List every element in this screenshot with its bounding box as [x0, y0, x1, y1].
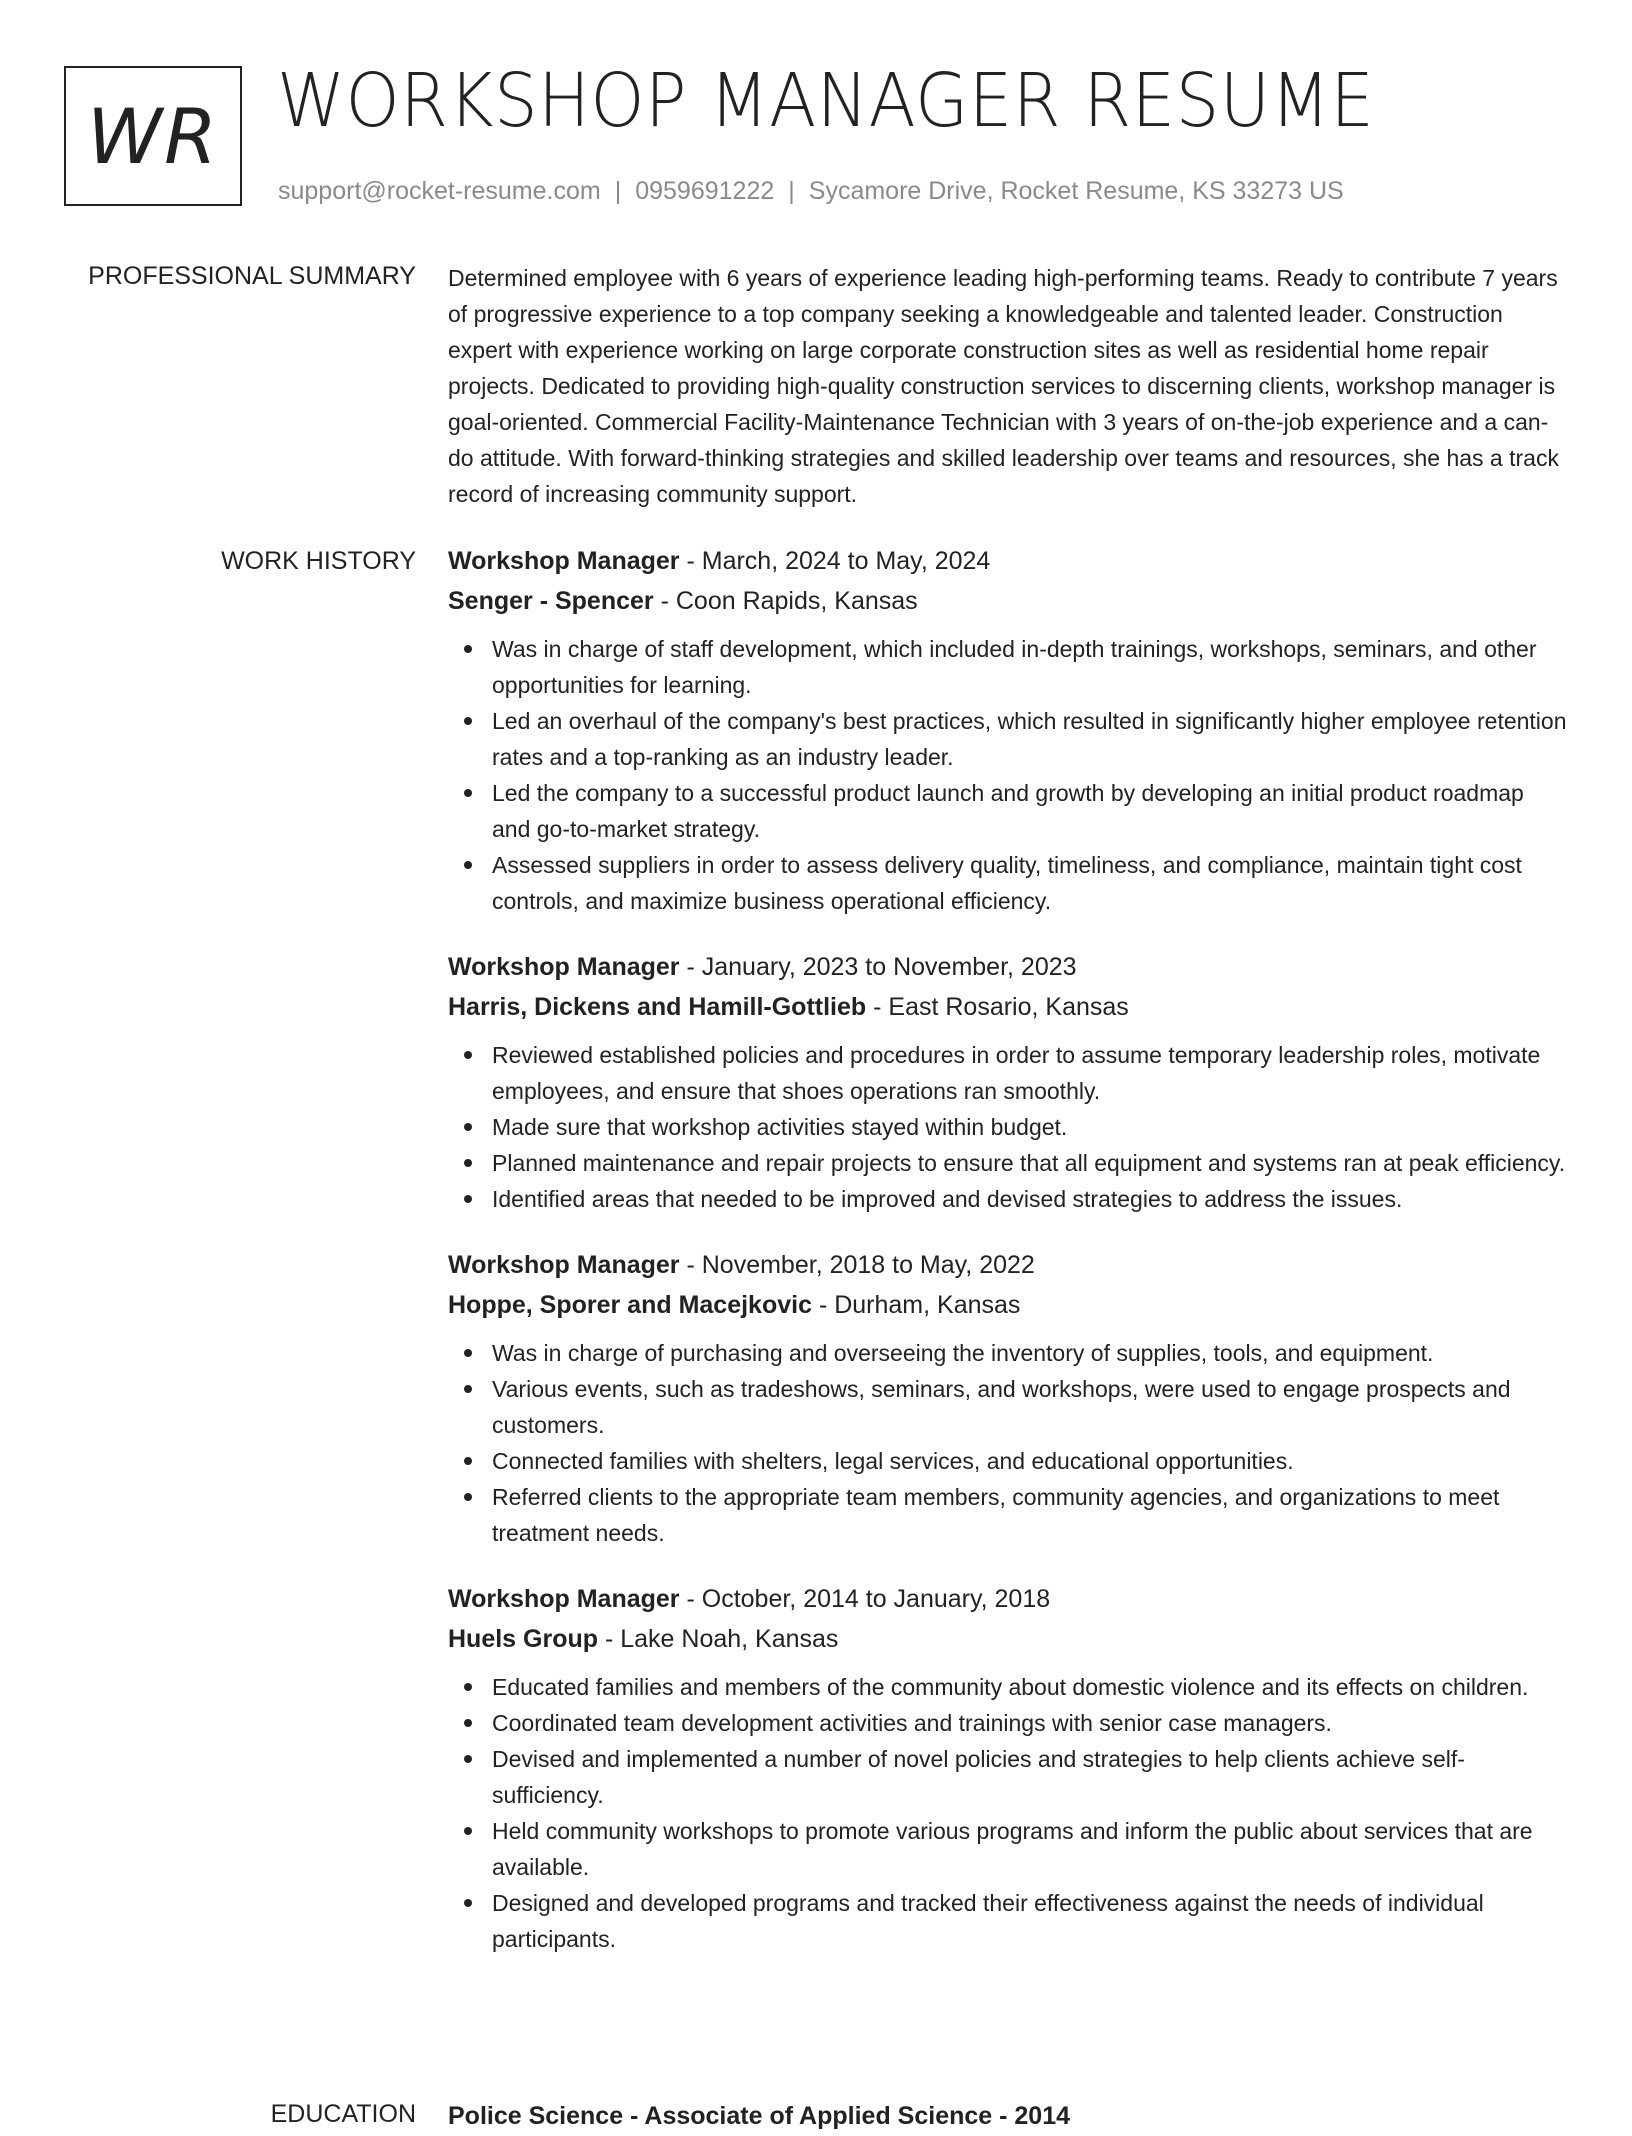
list-item: [448, 847, 1568, 919]
work-history-heading: WORK HISTORY: [221, 547, 416, 575]
bullet-text: Coordinated team development activities and trainings with senior case managers.: [492, 1710, 1332, 1736]
job-title-line: [448, 1579, 1568, 1619]
bullet-icon: [464, 1493, 472, 1501]
bullet-icon: [464, 645, 472, 653]
bullet-icon: [464, 1719, 472, 1727]
list-item: [448, 1037, 1568, 1109]
bullet-icon: [464, 1123, 472, 1131]
contact-separator: |: [788, 177, 795, 205]
bullet-text: Designed and developed programs and tracked their effectiveness against the needs of individual participants.: [492, 1890, 1484, 1952]
job-dates: - January, 2023 to November, 2023: [679, 953, 1077, 981]
job-dates: - March, 2024 to May, 2024: [679, 547, 991, 575]
job-company-line: [448, 581, 1568, 621]
job-location: - Coon Rapids, Kansas: [653, 587, 918, 615]
bullet-text: Was in charge of staff development, which included in-depth trainings, workshops, seminars, and other opportunities for learning.: [492, 636, 1537, 698]
bullet-text: Held community workshops to promote various programs and inform the public about services that are available.: [492, 1818, 1533, 1880]
list-item: [448, 1669, 1568, 1705]
education-heading: EDUCATION: [270, 2100, 416, 2128]
list-item: [448, 1109, 1568, 1145]
bullet-text: Reviewed established policies and procedures in order to assume temporary leadership roles, motivate employees, and ensure that shoes operations ran smoothly.: [492, 1042, 1541, 1104]
job-dates: - October, 2014 to January, 2018: [679, 1585, 1051, 1613]
job-location: - East Rosario, Kansas: [866, 993, 1129, 1021]
list-item: [448, 1335, 1568, 1371]
work-history-body: [448, 541, 1568, 1985]
bullet-text: Devised and implemented a number of novel policies and strategies to help clients achieve self-sufficiency.: [492, 1746, 1465, 1808]
resume-title: WORKSHOP MANAGER RESUME: [277, 58, 1375, 144]
bullet-text: Referred clients to the appropriate team members, community agencies, and organizations to meet treatment needs.: [492, 1484, 1500, 1546]
job-company: Senger - Spencer: [448, 587, 654, 615]
summary-heading: PROFESSIONAL SUMMARY: [88, 262, 416, 290]
job-bullets: [448, 1669, 1568, 1957]
bullet-icon: [464, 1349, 472, 1357]
education-body: [448, 2096, 1568, 2136]
job-company: Hoppe, Sporer and Macejkovic: [448, 1291, 812, 1319]
list-item: [448, 1813, 1568, 1885]
list-item: [448, 1479, 1568, 1551]
job-bullets: [448, 1037, 1568, 1217]
contact-email: support@rocket-resume.com: [278, 177, 601, 205]
list-item: [448, 1181, 1568, 1217]
list-item: [448, 631, 1568, 703]
job-entry: [448, 1579, 1568, 1957]
list-item: [448, 703, 1568, 775]
job-company: Harris, Dickens and Hamill-Gottlieb: [448, 993, 867, 1021]
job-company: Huels Group: [448, 1625, 599, 1653]
bullet-text: Identified areas that needed to be improved and devised strategies to address the issues.: [492, 1186, 1403, 1212]
bullet-icon: [464, 1159, 472, 1167]
job-title-line: [448, 1245, 1568, 1285]
list-item: [448, 1741, 1568, 1813]
list-item: [448, 1145, 1568, 1181]
job-company-line: [448, 1619, 1568, 1659]
job-location: - Lake Noah, Kansas: [598, 1625, 839, 1653]
bullet-icon: [464, 1051, 472, 1059]
job-entry: [448, 541, 1568, 919]
job-title: Workshop Manager: [448, 1585, 680, 1613]
contact-phone: 0959691222: [635, 177, 775, 205]
bullet-icon: [464, 1195, 472, 1203]
bullet-text: Connected families with shelters, legal services, and educational opportunities.: [492, 1448, 1294, 1474]
bullet-icon: [464, 789, 472, 797]
job-title-line: [448, 947, 1568, 987]
job-bullets: [448, 1335, 1568, 1551]
contact-line: [278, 174, 1344, 208]
summary-body: [448, 260, 1568, 512]
bullet-icon: [464, 861, 472, 869]
bullet-text: Various events, such as tradeshows, seminars, and workshops, were used to engage prospects and customers.: [492, 1376, 1511, 1438]
bullet-text: Assessed suppliers in order to assess delivery quality, timeliness, and compliance, maintain tight cost controls, and maximize business operational efficiency.: [492, 852, 1522, 914]
bullet-icon: [464, 717, 472, 725]
job-title: Workshop Manager: [448, 547, 680, 575]
bullet-icon: [464, 1827, 472, 1835]
job-entry: [448, 947, 1568, 1217]
monogram-box: [64, 66, 242, 206]
bullet-icon: [464, 1755, 472, 1763]
bullet-text: Led an overhaul of the company's best practices, which resulted in significantly higher employee retention rates and a top-ranking as an industry leader.: [492, 708, 1567, 770]
summary-text: Determined employee with 6 years of experience leading high-performing teams. Ready to contribute 7 years of progressive experience to a top company seeking a knowledgeable and talented leader. Construction expert with experience working on large corporate construction sites as well as residential home repair projects. Dedicated to providing high-quality construction services to discerning clients, workshop manager is goal-oriented. Commercial Facility-Maintenance Technician with 3 years of on-the-job experience and a can-do attitude. With forward-thinking strategies and skilled leadership over teams and resources, she has a track record of increasing community support.: [448, 265, 1559, 507]
bullet-text: Educated families and members of the community about domestic violence and its effects on children.: [492, 1674, 1529, 1700]
contact-address: Sycamore Drive, Rocket Resume, KS 33273 US: [808, 177, 1344, 205]
job-title: Workshop Manager: [448, 1251, 680, 1279]
bullet-text: Planned maintenance and repair projects to ensure that all equipment and systems ran at peak efficiency.: [492, 1150, 1566, 1176]
bullet-text: Led the company to a successful product launch and growth by developing an initial product roadmap and go-to-market strategy.: [492, 780, 1524, 842]
bullet-text: Was in charge of purchasing and overseeing the inventory of supplies, tools, and equipment.: [492, 1340, 1434, 1366]
monogram-initials: WR: [87, 91, 219, 181]
job-title: Workshop Manager: [448, 953, 680, 981]
bullet-icon: [464, 1385, 472, 1393]
bullet-icon: [464, 1683, 472, 1691]
job-company-line: [448, 1285, 1568, 1325]
job-bullets: [448, 631, 1568, 919]
job-title-line: [448, 541, 1568, 581]
contact-separator: |: [614, 177, 622, 205]
bullet-icon: [464, 1457, 472, 1465]
list-item: [448, 775, 1568, 847]
education-entry: Police Science - Associate of Applied Science - 2014: [448, 2102, 1071, 2130]
job-entry: [448, 1245, 1568, 1551]
job-dates: - November, 2018 to May, 2022: [679, 1251, 1035, 1279]
bullet-icon: [464, 1899, 472, 1907]
list-item: [448, 1443, 1568, 1479]
job-company-line: [448, 987, 1568, 1027]
list-item: [448, 1705, 1568, 1741]
bullet-text: Made sure that workshop activities stayed within budget.: [492, 1114, 1068, 1140]
list-item: [448, 1885, 1568, 1957]
job-location: - Durham, Kansas: [812, 1291, 1021, 1319]
list-item: [448, 1371, 1568, 1443]
